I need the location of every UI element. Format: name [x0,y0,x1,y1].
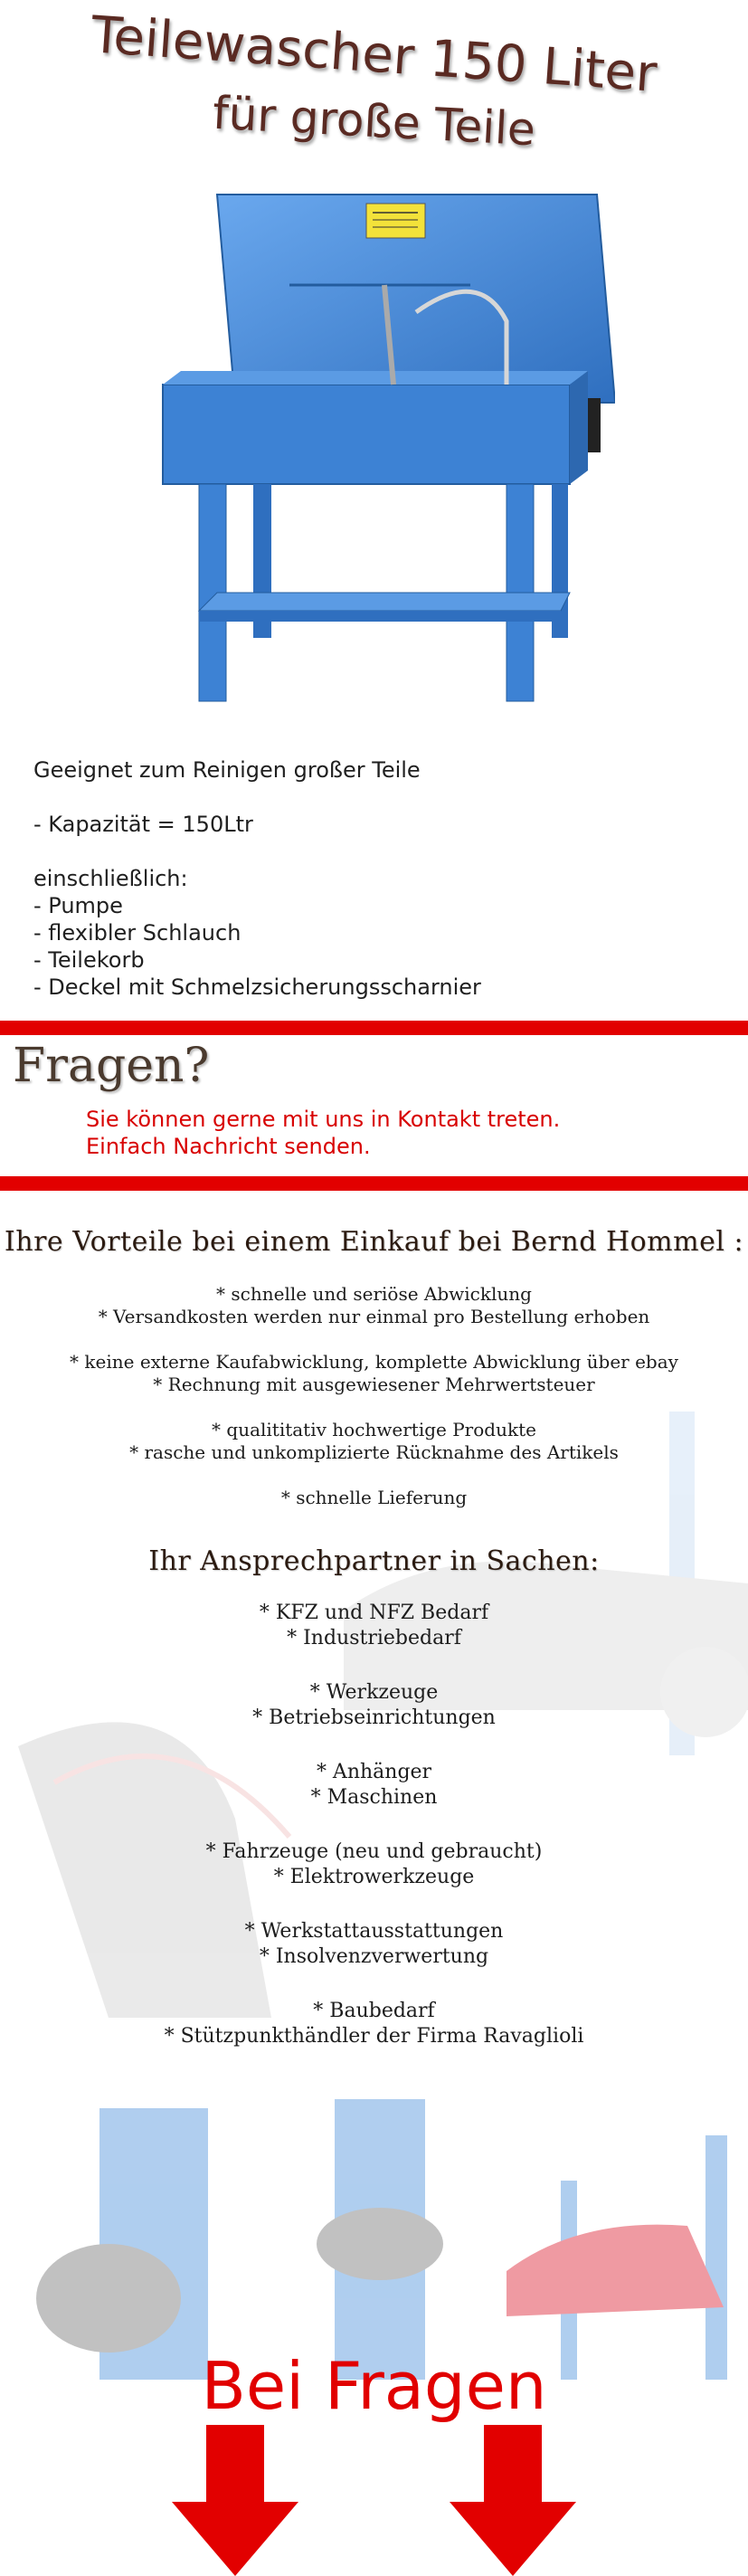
list-item: * keine externe Kaufabwicklung, komplette Abwicklung über ebay [70,1351,678,1373]
cta-text: Bei Fragen [201,2348,547,2424]
description-line: einschließlich: [33,866,188,891]
list-item: * Werkstattausstattungen [244,1920,504,1943]
list-item: * Werkzeuge [309,1681,439,1704]
list-item: * Stützpunkthändler der Firma Ravaglioli [164,2025,584,2048]
list-item: * schnelle und seriöse Abwicklung [216,1283,532,1305]
spacer [0,1731,748,1760]
list-item: * Insolvenzverwertung [259,1945,489,1968]
list-item: * Baubedarf [313,2000,435,2022]
description-line: Geeignet zum Reinigen großer Teile [33,757,421,783]
spacer [0,1464,748,1487]
list-item: * qualititativ hochwertige Produkte [212,1419,536,1440]
questions-line-1: Sie können gerne mit uns in Kontakt treten. [86,1107,561,1132]
list-item: * Betriebseinrichtungen [252,1706,496,1729]
list-item: * KFZ und NFZ Bedarf [259,1602,489,1624]
product-description [33,756,481,1001]
page-title: Teilewascher 150 Liter [89,5,659,104]
parts-washer-image [145,176,615,719]
description-line: - Teilekorb [33,947,145,973]
description-line: - Deckel mit Schmelzsicherungsscharnier [33,974,481,1000]
contact-list [0,1601,748,2049]
list-item: * Maschinen [310,1786,438,1809]
benefits-heading: Ihre Vorteile bei einem Einkauf bei Bernd Hommel : [4,1226,744,1258]
spacer [0,1328,748,1351]
list-item: * Elektrowerkzeuge [273,1866,475,1888]
red-divider-top [0,1021,748,1035]
description-line: - Pumpe [33,893,123,918]
description-line [33,838,481,865]
spacer [0,1811,748,1839]
benefits-section [0,1226,748,2049]
list-item: * rasche und unkomplizierte Rücknahme des Artikels [129,1441,619,1463]
list-item: * Fahrzeuge (neu und gebraucht) [205,1840,543,1863]
spacer [0,1651,748,1680]
questions-text [86,1106,560,1160]
list-item: * schnelle Lieferung [280,1487,468,1508]
spacer [0,1970,748,1999]
spacer [0,1396,748,1419]
list-item: * Versandkosten werden nur einmal pro Bestellung erhoben [98,1306,650,1327]
description-line: - flexibler Schlauch [33,920,241,946]
list-item: * Industriebedarf [287,1627,461,1649]
benefits-list [0,1283,748,1509]
questions-title: Fragen? [13,1039,210,1093]
spacer [0,1890,748,1919]
contact-heading: Ihr Ansprechpartner in Sachen: [148,1545,600,1577]
page-subtitle: für große Teile [211,86,537,157]
red-divider-bottom [0,1176,748,1191]
list-item: * Rechnung mit ausgewiesener Mehrwertsteuer [153,1374,595,1395]
description-line [33,784,481,811]
questions-line-2: Einfach Nachricht senden. [86,1134,371,1159]
down-arrow-icon [172,2425,298,2576]
down-arrow-icon [450,2425,576,2576]
list-item: * Anhänger [316,1761,432,1783]
description-line: - Kapazität = 150Ltr [33,812,253,837]
